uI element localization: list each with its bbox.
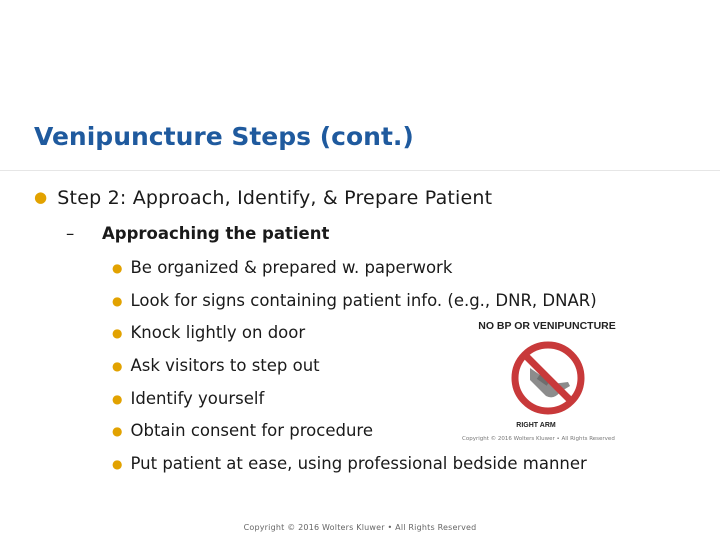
sign-bottom-caption: RIGHT ARM [516,422,556,429]
list-item-text: Look for signs containing patient info. (e.g., DNR, DNAR) [130,290,597,310]
subheading-dash: – [66,224,75,243]
bullet-dot-icon: ● [34,188,48,206]
step-bullet [34,187,492,209]
footer-copyright: Copyright © 2016 Wolters Kluwer • All Rights Reserved [243,523,477,532]
subheading-text: Approaching the patient [102,224,330,243]
bullet-dot-icon: ● [112,391,123,406]
bullet-dot-icon: ● [112,261,123,275]
no-bp-sign [462,318,640,446]
list-item-text: Identify yourself [130,388,265,408]
list-item-text: Put patient at ease, using professional bedside manner [130,454,587,474]
divider [0,170,720,171]
list-item-text: Knock lightly on door [130,323,306,343]
list-item-text: Be organized & prepared w. paperwork [130,258,453,277]
sign-copyright: Copyright © 2016 Wolters Kluwer • All Rights Reserved [462,436,615,442]
bullet-dot-icon: ● [112,326,123,341]
list-item [112,256,597,289]
bullet-dot-icon: ● [112,293,123,308]
list-item [112,289,597,322]
subheading [66,224,329,243]
sign-top-caption: NO BP OR VENIPUNCTURE [478,320,616,332]
bullet-dot-icon: ● [112,359,123,374]
list-item-text: Ask visitors to step out [130,356,320,376]
list-item-text: Obtain consent for procedure [130,421,374,441]
slide-title: Venipuncture Steps (cont.) [34,122,414,151]
no-arm-prohibition-icon [508,338,588,418]
list-item [112,452,597,485]
bullet-dot-icon: ● [112,424,123,439]
bullet-dot-icon: ● [112,457,123,472]
step-text: Step 2: Approach, Identify, & Prepare Patient [57,187,493,209]
